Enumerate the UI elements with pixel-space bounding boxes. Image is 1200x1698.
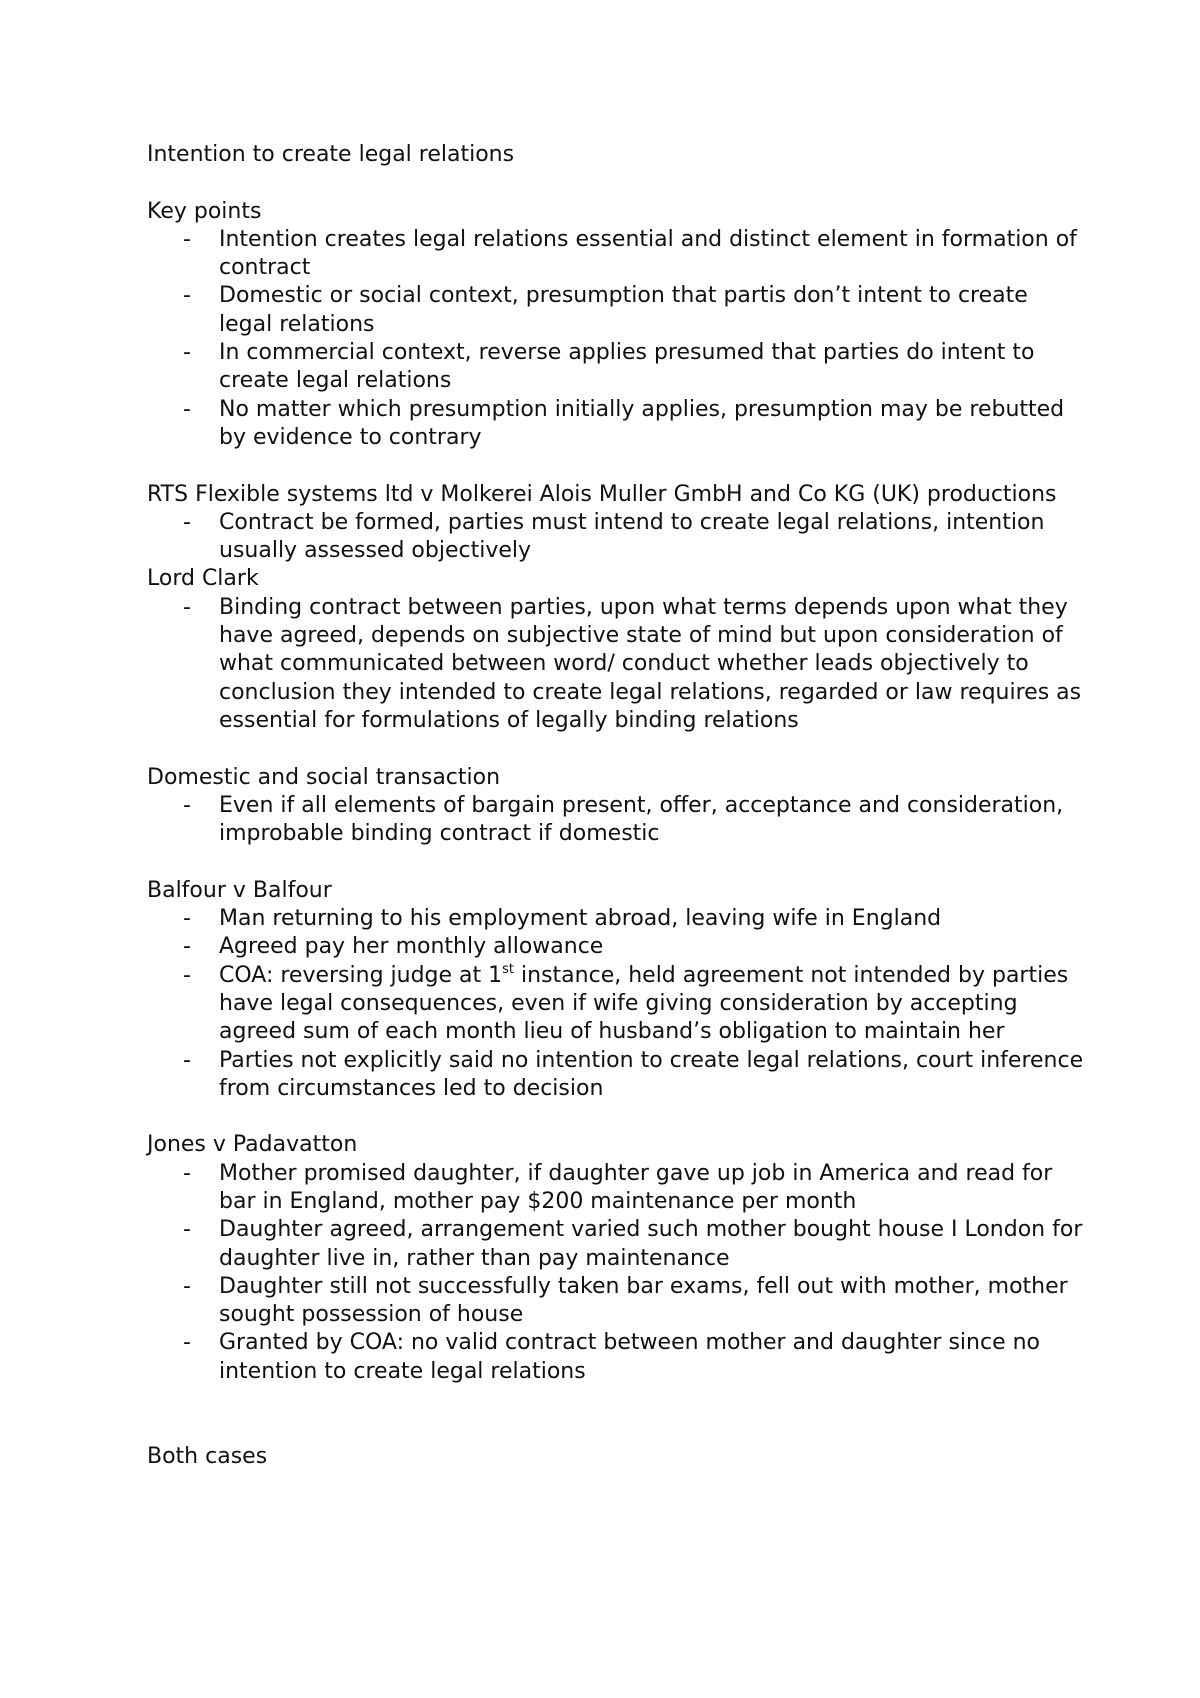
list-item-text: Granted by COA: no valid contract between mother and daughter since no intention to create legal relations <box>219 1330 1041 1384</box>
document-title: Intention to create legal relations <box>147 142 515 167</box>
coa-text-rest: instance, held agreement not intended by parties have legal consequences, even if wife giving consideration by accepting agreed sum of each month lieu of husband’s obligation to maintain her <box>219 962 1069 1045</box>
ordinal-superscript: st <box>502 961 515 977</box>
list-item <box>147 933 1087 961</box>
bullet-dash: - <box>183 962 191 988</box>
list-item-text: Binding contract between parties, upon what terms depends upon what they have agreed, depends on subjective state of mind but upon consideration of what communicated between word/ conduct whether leads objectively to conclusion they intended to create legal relations, regarded or law requires as essential for formulations of legally binding relations <box>219 594 1082 733</box>
list-item-text: Mother promised daughter, if daughter gave up job in America and read for bar in England, mother pay $200 maintenance per month <box>219 1160 1053 1214</box>
list-item <box>147 594 1087 735</box>
coa-text-start: COA: reversing judge at 1 <box>219 962 503 988</box>
list-item-text: No matter which presumption initially applies, presumption may be rebutted by evidence to contrary <box>219 396 1065 450</box>
blank-line <box>147 1386 1087 1414</box>
bullet-dash: - <box>183 792 191 818</box>
list-item <box>147 792 1087 849</box>
blank-line <box>147 848 1087 876</box>
bullet-dash: - <box>183 906 191 932</box>
list-item <box>147 1273 1087 1330</box>
list-item <box>147 1047 1087 1104</box>
blank-line <box>147 1103 1087 1131</box>
bullet-dash: - <box>183 1273 191 1299</box>
domestic-list <box>147 792 1087 849</box>
jones-case-heading: Jones v Padavatton <box>147 1132 358 1158</box>
list-item <box>147 509 1087 566</box>
bullet-dash: - <box>183 396 191 422</box>
balfour-case-list <box>147 905 1087 1103</box>
jones-case-list <box>147 1160 1087 1386</box>
list-item <box>147 962 1087 1047</box>
key-points-heading: Key points <box>147 198 262 224</box>
bullet-dash: - <box>183 340 191 366</box>
list-item-text: Intention creates legal relations essential and distinct element in formation of contract <box>219 226 1077 281</box>
domestic-heading: Domestic and social transaction <box>147 764 501 790</box>
list-item-text: Daughter agreed, arrangement varied such mother bought house I London for daughter live in, rather than pay maintenance <box>219 1217 1083 1271</box>
list-item-text: Domestic or social context, presumption that partis don’t intent to create legal relations <box>219 283 1028 337</box>
bullet-dash: - <box>183 1217 191 1243</box>
blank-line <box>147 452 1087 480</box>
list-item-text: Contract be formed, parties must intend to create legal relations, intention usually assessed objectively <box>219 509 1045 564</box>
balfour-case-heading: Balfour v Balfour <box>147 877 332 903</box>
list-item <box>147 396 1087 453</box>
rts-case-list <box>147 509 1087 566</box>
list-item-text: Agreed pay her monthly allowance <box>219 934 604 960</box>
list-item-text: Man returning to his employment abroad, leaving wife in England <box>219 906 942 932</box>
blank-line <box>147 735 1087 763</box>
list-item <box>147 226 1087 283</box>
document-page <box>147 141 1087 1471</box>
blank-line <box>147 169 1087 197</box>
list-item-text: Even if all elements of bargain present, offer, acceptance and consideration, improbable binding contract if domestic <box>219 792 1064 847</box>
blank-line <box>147 1414 1087 1442</box>
bullet-dash: - <box>183 509 191 535</box>
list-item-text: Daughter still not successfully taken bar exams, fell out with mother, mother sought possession of house <box>219 1273 1068 1328</box>
rts-case-heading: RTS Flexible systems ltd v Molkerei Alois Muller GmbH and Co KG (UK) productions <box>147 481 1057 507</box>
key-points-list <box>147 226 1087 452</box>
list-item <box>147 1216 1087 1273</box>
list-item <box>147 282 1087 339</box>
bullet-dash: - <box>183 283 191 309</box>
both-cases-heading: Both cases <box>147 1443 268 1469</box>
list-item <box>147 1160 1087 1217</box>
list-item-text: Parties not explicitly said no intention to create legal relations, court inference from circumstances led to decision <box>219 1047 1084 1101</box>
list-item <box>147 905 1087 933</box>
bullet-dash: - <box>183 1160 191 1186</box>
bullet-dash: - <box>183 1330 191 1356</box>
list-item-text: In commercial context, reverse applies presumed that parties do intent to create legal relations <box>219 340 1035 394</box>
bullet-dash: - <box>183 1047 191 1073</box>
lord-clark-heading: Lord Clark <box>147 566 259 592</box>
list-item <box>147 339 1087 396</box>
bullet-dash: - <box>183 594 191 620</box>
bullet-dash: - <box>183 226 191 252</box>
list-item <box>147 1329 1087 1386</box>
bullet-dash: - <box>183 934 191 960</box>
lord-clark-list <box>147 594 1087 735</box>
